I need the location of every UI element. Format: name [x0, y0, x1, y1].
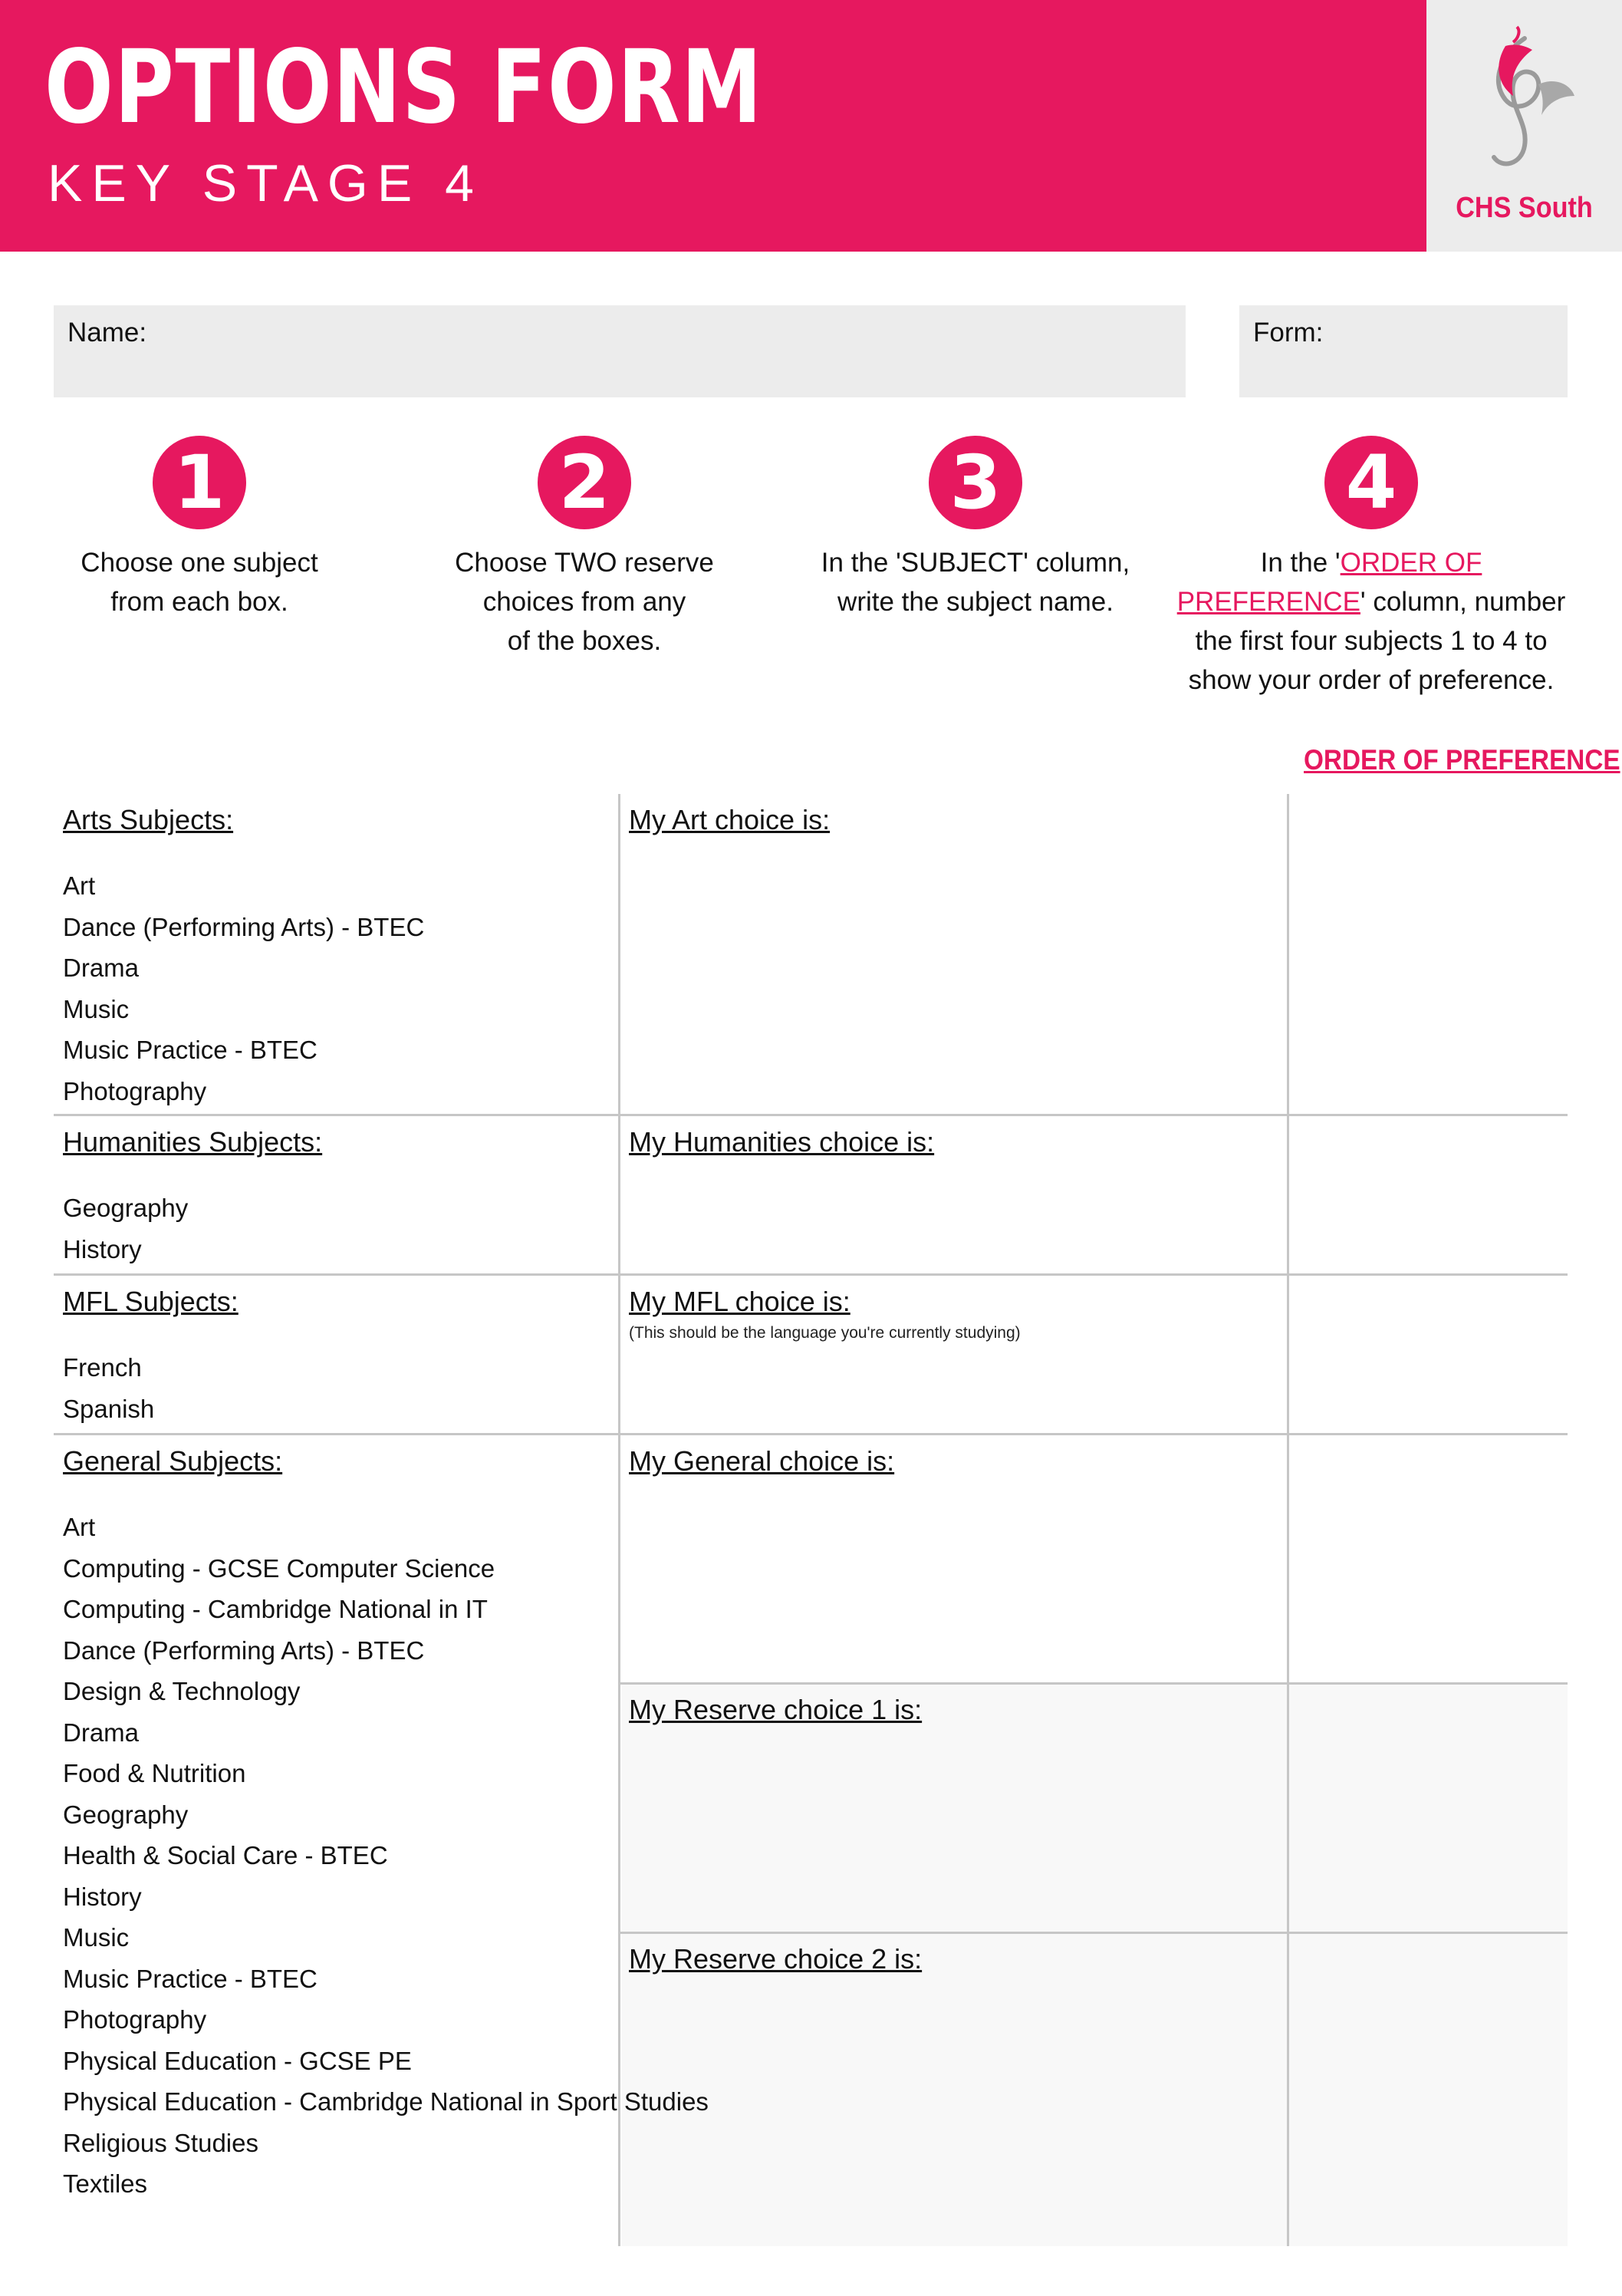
section-heading: MFL Subjects: — [63, 1286, 239, 1317]
row-divider — [54, 1433, 620, 1435]
list-item: Spanish — [63, 1394, 155, 1423]
choice-label: My Reserve choice 1 is: — [629, 1694, 923, 1725]
list-item: Drama — [63, 1718, 140, 1747]
step-instruction: In the 'SUBJECT' column, write the subject name. — [821, 548, 1130, 617]
mfl-choice-cell[interactable] — [629, 1286, 1021, 1342]
list-item: Food & Nutrition — [63, 1759, 246, 1787]
step-1 — [0, 436, 399, 621]
school-logo — [1426, 0, 1622, 252]
row-divider — [620, 1682, 1568, 1685]
list-item: French — [63, 1353, 142, 1382]
general-subjects-list — [63, 1445, 709, 2205]
step-instruction — [1172, 543, 1571, 700]
form-subtitle: KEY STAGE 4 — [48, 154, 483, 212]
choice-label: My MFL choice is: — [629, 1286, 850, 1317]
step-text-part: In the ' — [1260, 548, 1341, 578]
step-number-badge: 2 — [538, 436, 631, 529]
chs-south-ribbon-logo-icon — [1471, 23, 1578, 184]
list-item: Dance (Performing Arts) - BTEC — [63, 912, 425, 941]
list-item: Music — [63, 994, 130, 1023]
choice-note: (This should be the language you're currently studying) — [629, 1324, 1021, 1342]
art-choice-cell[interactable] — [629, 804, 830, 836]
list-item: Photography — [63, 1076, 207, 1105]
step-number-badge: 1 — [153, 436, 246, 529]
reserve-choice-1-cell[interactable] — [629, 1694, 922, 1726]
name-label: Name: — [67, 318, 147, 348]
list-item: Geography — [63, 1194, 189, 1222]
list-item: Computing - GCSE Computer Science — [63, 1553, 495, 1583]
step-2 — [385, 436, 784, 660]
order-of-preference-heading: ORDER OF PREFERENCE — [1304, 744, 1620, 776]
list-item: Photography — [63, 2005, 207, 2034]
row-divider — [54, 1114, 620, 1116]
step-number-badge: 4 — [1324, 436, 1418, 529]
form-title: OPTIONS FORM — [44, 28, 763, 147]
order-of-highlight: ORDER OF — [1340, 548, 1482, 578]
row-divider — [620, 1932, 1568, 1934]
list-item: Dance (Performing Arts) - BTEC — [63, 1636, 425, 1665]
arts-subjects-list — [63, 804, 424, 1112]
list-item: Geography — [63, 1800, 189, 1829]
humanities-subjects-list — [63, 1126, 322, 1270]
list-item: Music Practice - BTEC — [63, 1036, 317, 1064]
row-divider — [620, 1433, 1568, 1435]
list-item: History — [63, 1882, 142, 1911]
list-item: Music Practice - BTEC — [63, 1964, 317, 1993]
section-heading: Arts Subjects: — [63, 804, 234, 835]
step-4 — [1172, 436, 1571, 700]
logo-text: CHS South — [1456, 192, 1593, 224]
section-heading: General Subjects: — [63, 1445, 283, 1477]
mfl-subjects-list — [63, 1286, 239, 1429]
step-instruction: Choose TWO reserve choices from any of the boxes. — [455, 548, 714, 656]
section-heading: Humanities Subjects: — [63, 1126, 323, 1158]
preference-highlight: PREFERENCE — [1176, 587, 1360, 617]
reserve-choice-2-cell[interactable] — [629, 1943, 922, 1975]
step-number-badge: 3 — [929, 436, 1022, 529]
humanities-choice-cell[interactable] — [629, 1126, 934, 1158]
list-item: Religious Studies — [63, 2128, 258, 2157]
step-3 — [776, 436, 1175, 621]
choice-label: My General choice is: — [629, 1445, 895, 1477]
column-divider — [1287, 794, 1289, 2246]
list-item: History — [63, 1234, 142, 1263]
choice-label: My Reserve choice 2 is: — [629, 1943, 923, 1975]
list-item: Health & Social Care - BTEC — [63, 1841, 388, 1869]
list-item: Drama — [63, 954, 140, 982]
step-text-part: ' column, number the first four subjects 1 to 4 to show your order of preference. — [1188, 587, 1566, 695]
form-field[interactable] — [1239, 305, 1568, 397]
step-instruction: Choose one subject from each box. — [81, 548, 318, 617]
name-field[interactable] — [54, 305, 1186, 397]
choice-label: My Art choice is: — [629, 804, 831, 835]
row-divider — [54, 1273, 620, 1276]
row-divider — [620, 1114, 1568, 1116]
form-label: Form: — [1253, 318, 1324, 348]
list-item: Design & Technology — [63, 1677, 301, 1705]
list-item: Physical Education - Cambridge National in Sport Studies — [63, 2087, 709, 2116]
row-divider — [620, 1273, 1568, 1276]
list-item: Music — [63, 1923, 130, 1952]
list-item: Textiles — [63, 2169, 148, 2198]
list-item: Art — [63, 1513, 96, 1541]
choice-label: My Humanities choice is: — [629, 1126, 935, 1158]
general-choice-cell[interactable] — [629, 1445, 894, 1477]
list-item: Art — [63, 871, 96, 900]
list-item: Physical Education - GCSE PE — [63, 2046, 412, 2075]
list-item: Computing - Cambridge National in IT — [63, 1595, 488, 1623]
page-header — [0, 0, 1426, 252]
